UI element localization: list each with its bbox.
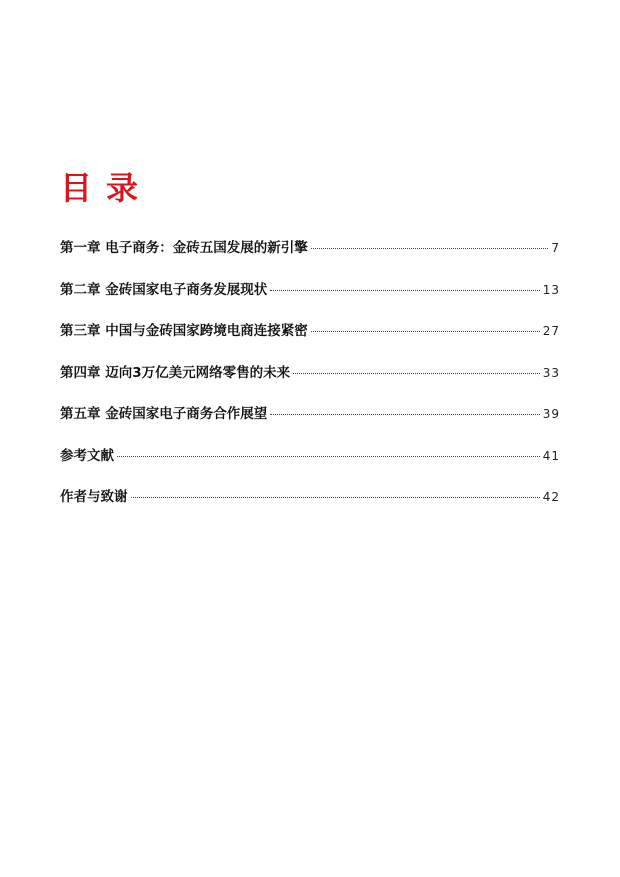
toc-entry-label: 作者与致谢 xyxy=(60,489,128,505)
toc-entry-label: 第二章 金砖国家电子商务发展现状 xyxy=(60,281,268,298)
toc-entry-page: 13 xyxy=(542,282,560,297)
toc-entry-page: 42 xyxy=(542,490,560,504)
toc-entry-page: 33 xyxy=(542,365,560,380)
toc-entry-chapter-3[interactable] xyxy=(60,319,560,341)
toc-leader-dots xyxy=(131,497,540,498)
toc-entry-page: 39 xyxy=(542,407,560,421)
toc-entry-chapter-4[interactable] xyxy=(60,361,560,383)
toc-list xyxy=(60,236,560,527)
toc-title: 目录 xyxy=(60,169,153,207)
toc-leader-dots xyxy=(270,290,540,291)
toc-entry-page: 7 xyxy=(551,241,560,255)
toc-entry-label: 第三章 中国与金砖国家跨境电商连接紧密 xyxy=(60,323,308,339)
toc-entry-chapter-1[interactable] xyxy=(60,236,560,258)
toc-entry-label: 第一章 电子商务：金砖五国发展的新引擎 xyxy=(60,240,308,256)
toc-entry-page: 27 xyxy=(542,324,560,338)
toc-leader-dots xyxy=(117,456,540,457)
toc-entry-label: 参考文献 xyxy=(60,447,114,464)
toc-entry-label: 第五章 金砖国家电子商务合作展望 xyxy=(60,406,268,422)
toc-entry-chapter-2[interactable] xyxy=(60,278,560,300)
toc-leader-dots xyxy=(311,248,549,249)
toc-leader-dots xyxy=(293,373,540,374)
toc-leader-dots xyxy=(311,331,540,332)
toc-entry-acknowledgements[interactable] xyxy=(60,485,560,507)
toc-leader-dots xyxy=(270,414,540,415)
toc-entry-label: 第四章 迈向3万亿美元网络零售的未来 xyxy=(60,364,291,381)
toc-entry-references[interactable] xyxy=(60,444,560,466)
toc-entry-page: 41 xyxy=(542,448,560,463)
toc-entry-chapter-5[interactable] xyxy=(60,402,560,424)
